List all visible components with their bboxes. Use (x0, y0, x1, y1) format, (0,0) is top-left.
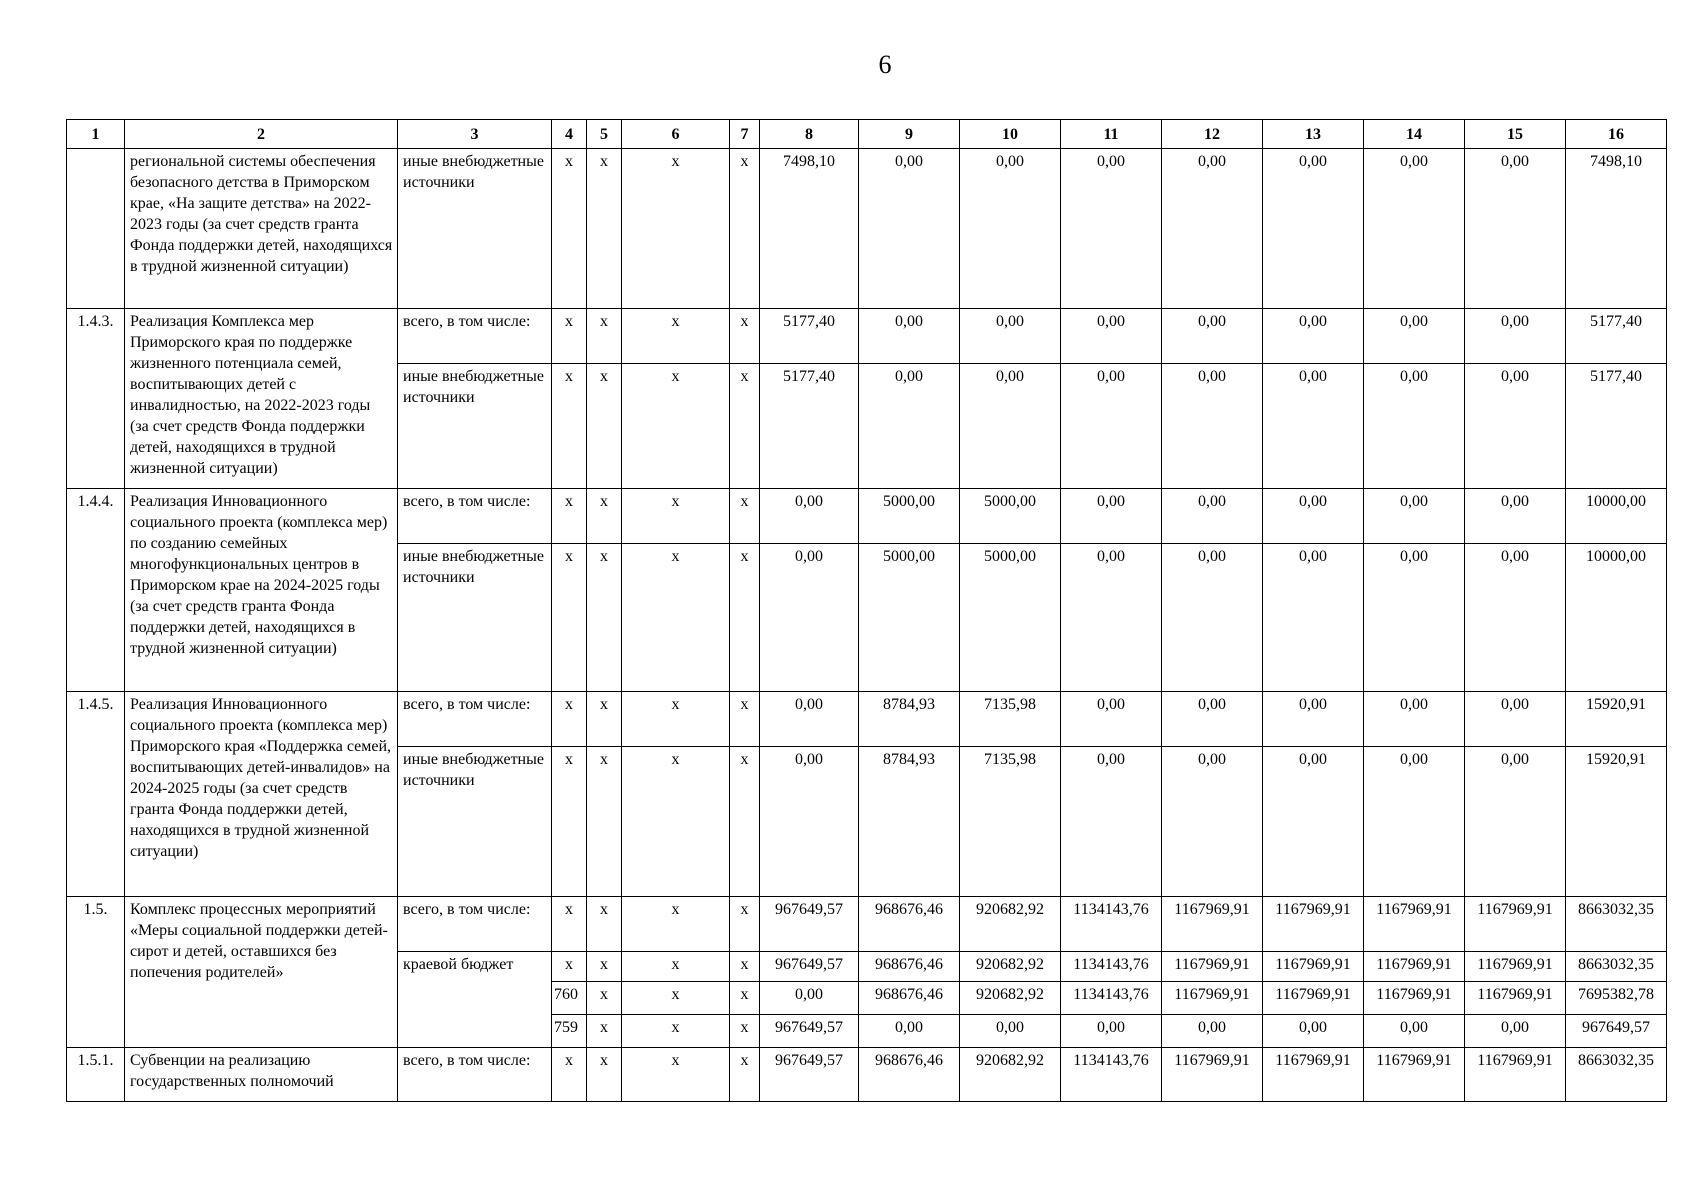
header-cell-16: 16 (1566, 120, 1667, 149)
value-col-8: 967649,57 (760, 1015, 859, 1048)
col-4-cell: x (552, 309, 587, 364)
header-cell-13: 13 (1263, 120, 1364, 149)
value-col-11: 0,00 (1061, 489, 1162, 544)
header-cell-1: 1 (67, 120, 125, 149)
col-4-cell: x (552, 489, 587, 544)
value-col-14: 0,00 (1364, 544, 1465, 692)
col-4-cell: x (552, 692, 587, 747)
col-5-cell: x (587, 364, 622, 489)
value-col-10: 920682,92 (960, 952, 1061, 982)
value-col-10: 7135,98 (960, 747, 1061, 897)
header-cell-10: 10 (960, 120, 1061, 149)
value-col-16: 5177,40 (1566, 309, 1667, 364)
value-col-13: 1167969,91 (1263, 952, 1364, 982)
col-4-cell: 760 (552, 982, 587, 1015)
value-col-16: 7695382,78 (1566, 982, 1667, 1015)
value-col-14: 0,00 (1364, 692, 1465, 747)
value-col-9: 0,00 (859, 364, 960, 489)
value-col-15: 0,00 (1465, 364, 1566, 489)
value-col-13: 0,00 (1263, 747, 1364, 897)
value-col-12: 0,00 (1162, 747, 1263, 897)
value-col-9: 968676,46 (859, 952, 960, 982)
funding-source: иные внебюджетные источники (398, 544, 552, 692)
funding-source: иные внебюджетные источники (398, 364, 552, 489)
value-col-10: 5000,00 (960, 544, 1061, 692)
value-col-13: 0,00 (1263, 692, 1364, 747)
value-col-12: 0,00 (1162, 544, 1263, 692)
table-row (67, 489, 1667, 544)
value-col-13: 1167969,91 (1263, 1048, 1364, 1102)
value-col-14: 1167969,91 (1364, 982, 1465, 1015)
col-7-cell: x (730, 489, 760, 544)
header-cell-11: 11 (1061, 120, 1162, 149)
value-col-9: 5000,00 (859, 489, 960, 544)
value-col-14: 1167969,91 (1364, 952, 1465, 982)
value-col-12: 1167969,91 (1162, 982, 1263, 1015)
table-row (67, 309, 1667, 364)
value-col-8: 967649,57 (760, 952, 859, 982)
col-4-cell: x (552, 544, 587, 692)
value-col-16: 8663032,35 (1566, 897, 1667, 952)
item-number (67, 149, 125, 309)
header-cell-6: 6 (622, 120, 730, 149)
value-col-14: 0,00 (1364, 149, 1465, 309)
value-col-12: 0,00 (1162, 692, 1263, 747)
col-6-cell: x (622, 1048, 730, 1102)
value-col-14: 0,00 (1364, 364, 1465, 489)
value-col-14: 0,00 (1364, 309, 1465, 364)
value-col-15: 1167969,91 (1465, 1048, 1566, 1102)
value-col-13: 1167969,91 (1263, 897, 1364, 952)
value-col-12: 0,00 (1162, 309, 1263, 364)
col-6-cell: x (622, 309, 730, 364)
value-col-15: 0,00 (1465, 309, 1566, 364)
value-col-9: 0,00 (859, 149, 960, 309)
value-col-11: 0,00 (1061, 1015, 1162, 1048)
col-7-cell: x (730, 149, 760, 309)
value-col-14: 0,00 (1364, 1015, 1465, 1048)
table-row (67, 692, 1667, 747)
value-col-13: 0,00 (1263, 364, 1364, 489)
value-col-10: 0,00 (960, 364, 1061, 489)
funding-source: всего, в том числе: (398, 1048, 552, 1102)
header-row (67, 120, 1667, 149)
header-cell-3: 3 (398, 120, 552, 149)
funding-source: всего, в том числе: (398, 692, 552, 747)
value-col-11: 0,00 (1061, 747, 1162, 897)
col-5-cell: x (587, 309, 622, 364)
col-7-cell: x (730, 747, 760, 897)
item-number: 1.5. (67, 897, 125, 1048)
value-col-10: 7135,98 (960, 692, 1061, 747)
col-5-cell: x (587, 149, 622, 309)
col-4-cell: x (552, 1048, 587, 1102)
value-col-15: 1167969,91 (1465, 952, 1566, 982)
value-col-11: 0,00 (1061, 364, 1162, 489)
col-6-cell: x (622, 692, 730, 747)
value-col-10: 5000,00 (960, 489, 1061, 544)
funding-source: всего, в том числе: (398, 489, 552, 544)
value-col-13: 1167969,91 (1263, 982, 1364, 1015)
col-7-cell: x (730, 544, 760, 692)
value-col-8: 5177,40 (760, 364, 859, 489)
value-col-11: 1134143,76 (1061, 982, 1162, 1015)
col-5-cell: x (587, 747, 622, 897)
funding-source: всего, в том числе: (398, 897, 552, 952)
col-5-cell: x (587, 489, 622, 544)
value-col-11: 1134143,76 (1061, 1048, 1162, 1102)
value-col-13: 0,00 (1263, 1015, 1364, 1048)
col-6-cell: x (622, 952, 730, 982)
header-cell-15: 15 (1465, 120, 1566, 149)
value-col-14: 0,00 (1364, 747, 1465, 897)
col-6-cell: x (622, 982, 730, 1015)
col-6-cell: x (622, 897, 730, 952)
item-name: Реализация Комплекса мер Приморского края по поддержке жизненного потенциала семей, воспитывающих детей с инвалидностью, на 2022-2023 годы (за счет средств Фонда поддержки детей, находящихся в трудной жизненной ситуации) (125, 309, 398, 489)
value-col-15: 1167969,91 (1465, 982, 1566, 1015)
col-6-cell: x (622, 747, 730, 897)
col-6-cell: x (622, 1015, 730, 1048)
item-name: региональной системы обеспечения безопасного детства в Приморском крае, «На защите детства» на 2022-2023 годы (за счет средств гранта Фонда поддержки детей, находящихся в трудной жизненной ситуации) (125, 149, 398, 309)
value-col-12: 0,00 (1162, 149, 1263, 309)
value-col-8: 0,00 (760, 982, 859, 1015)
col-4-cell: 759 (552, 1015, 587, 1048)
value-col-14: 1167969,91 (1364, 1048, 1465, 1102)
value-col-10: 920682,92 (960, 982, 1061, 1015)
col-7-cell: x (730, 982, 760, 1015)
item-number: 1.5.1. (67, 1048, 125, 1102)
item-name: Реализация Инновационного социального проекта (комплекса мер) Приморского края «Поддержка семей, воспитывающих детей-инвалидов» на 2024-2025 годы (за счет средств гранта Фонда поддержки детей, находящихся в трудной жизненной ситуации) (125, 692, 398, 897)
col-5-cell: x (587, 982, 622, 1015)
col-4-cell: x (552, 149, 587, 309)
value-col-15: 0,00 (1465, 747, 1566, 897)
table-row (67, 149, 1667, 309)
col-7-cell: x (730, 692, 760, 747)
value-col-16: 967649,57 (1566, 1015, 1667, 1048)
value-col-16: 8663032,35 (1566, 1048, 1667, 1102)
col-5-cell: x (587, 1048, 622, 1102)
value-col-11: 0,00 (1061, 692, 1162, 747)
value-col-15: 0,00 (1465, 1015, 1566, 1048)
item-number: 1.4.3. (67, 309, 125, 489)
col-6-cell: x (622, 149, 730, 309)
value-col-14: 0,00 (1364, 489, 1465, 544)
item-name: Комплекс процессных мероприятий «Меры социальной поддержки детей-сирот и детей, оставшихся без попечения родителей» (125, 897, 398, 1048)
col-7-cell: x (730, 364, 760, 489)
value-col-8: 0,00 (760, 489, 859, 544)
col-5-cell: x (587, 544, 622, 692)
value-col-12: 1167969,91 (1162, 952, 1263, 982)
header-cell-2: 2 (125, 120, 398, 149)
col-7-cell: x (730, 1015, 760, 1048)
value-col-15: 0,00 (1465, 489, 1566, 544)
funding-source: иные внебюджетные источники (398, 747, 552, 897)
value-col-11: 0,00 (1061, 149, 1162, 309)
item-number: 1.4.4. (67, 489, 125, 692)
header-cell-14: 14 (1364, 120, 1465, 149)
value-col-9: 968676,46 (859, 1048, 960, 1102)
value-col-9: 8784,93 (859, 747, 960, 897)
value-col-10: 0,00 (960, 149, 1061, 309)
col-7-cell: x (730, 309, 760, 364)
col-5-cell: x (587, 1015, 622, 1048)
value-col-8: 0,00 (760, 747, 859, 897)
budget-table (66, 119, 1667, 1102)
value-col-13: 0,00 (1263, 309, 1364, 364)
value-col-12: 1167969,91 (1162, 897, 1263, 952)
funding-source: иные внебюджетные источники (398, 149, 552, 309)
page-number: 6 (878, 50, 892, 79)
header-cell-7: 7 (730, 120, 760, 149)
value-col-9: 968676,46 (859, 897, 960, 952)
value-col-16: 5177,40 (1566, 364, 1667, 489)
header-cell-9: 9 (859, 120, 960, 149)
value-col-9: 8784,93 (859, 692, 960, 747)
item-number: 1.4.5. (67, 692, 125, 897)
value-col-8: 967649,57 (760, 897, 859, 952)
value-col-15: 1167969,91 (1465, 897, 1566, 952)
value-col-12: 1167969,91 (1162, 1048, 1263, 1102)
value-col-8: 967649,57 (760, 1048, 859, 1102)
col-4-cell: x (552, 747, 587, 897)
col-5-cell: x (587, 897, 622, 952)
value-col-8: 0,00 (760, 692, 859, 747)
value-col-16: 15920,91 (1566, 747, 1667, 897)
col-6-cell: x (622, 489, 730, 544)
value-col-9: 968676,46 (859, 982, 960, 1015)
value-col-8: 7498,10 (760, 149, 859, 309)
value-col-8: 0,00 (760, 544, 859, 692)
value-col-14: 1167969,91 (1364, 897, 1465, 952)
col-7-cell: x (730, 1048, 760, 1102)
item-name: Реализация Инновационного социального проекта (комплекса мер) по созданию семейных многофункциональных центров в Приморском крае на 2024-2025 годы (за счет средств гранта Фонда поддержки детей, находящихся в трудной жизненной ситуации) (125, 489, 398, 692)
value-col-10: 0,00 (960, 1015, 1061, 1048)
col-7-cell: x (730, 897, 760, 952)
value-col-15: 0,00 (1465, 544, 1566, 692)
col-5-cell: x (587, 952, 622, 982)
col-7-cell: x (730, 952, 760, 982)
value-col-16: 10000,00 (1566, 544, 1667, 692)
value-col-16: 10000,00 (1566, 489, 1667, 544)
col-5-cell: x (587, 692, 622, 747)
header-cell-5: 5 (587, 120, 622, 149)
value-col-10: 0,00 (960, 309, 1061, 364)
col-6-cell: x (622, 364, 730, 489)
value-col-9: 0,00 (859, 309, 960, 364)
value-col-13: 0,00 (1263, 149, 1364, 309)
header-cell-4: 4 (552, 120, 587, 149)
item-name: Субвенции на реализацию государственных полномочий (125, 1048, 398, 1102)
value-col-10: 920682,92 (960, 1048, 1061, 1102)
value-col-12: 0,00 (1162, 1015, 1263, 1048)
value-col-13: 0,00 (1263, 544, 1364, 692)
value-col-11: 1134143,76 (1061, 952, 1162, 982)
funding-source: всего, в том числе: (398, 309, 552, 364)
value-col-11: 0,00 (1061, 309, 1162, 364)
value-col-15: 0,00 (1465, 692, 1566, 747)
header-cell-12: 12 (1162, 120, 1263, 149)
value-col-12: 0,00 (1162, 364, 1263, 489)
value-col-15: 0,00 (1465, 149, 1566, 309)
header-cell-8: 8 (760, 120, 859, 149)
value-col-12: 0,00 (1162, 489, 1263, 544)
value-col-11: 1134143,76 (1061, 897, 1162, 952)
value-col-8: 5177,40 (760, 309, 859, 364)
col-4-cell: x (552, 364, 587, 489)
value-col-10: 920682,92 (960, 897, 1061, 952)
value-col-11: 0,00 (1061, 544, 1162, 692)
col-6-cell: x (622, 544, 730, 692)
value-col-13: 0,00 (1263, 489, 1364, 544)
col-4-cell: x (552, 897, 587, 952)
table-row (67, 897, 1667, 952)
value-col-16: 15920,91 (1566, 692, 1667, 747)
value-col-16: 7498,10 (1566, 149, 1667, 309)
col-4-cell: x (552, 952, 587, 982)
table-row (67, 1048, 1667, 1102)
funding-source: краевой бюджет (398, 952, 552, 1048)
value-col-9: 0,00 (859, 1015, 960, 1048)
value-col-16: 8663032,35 (1566, 952, 1667, 982)
value-col-9: 5000,00 (859, 544, 960, 692)
